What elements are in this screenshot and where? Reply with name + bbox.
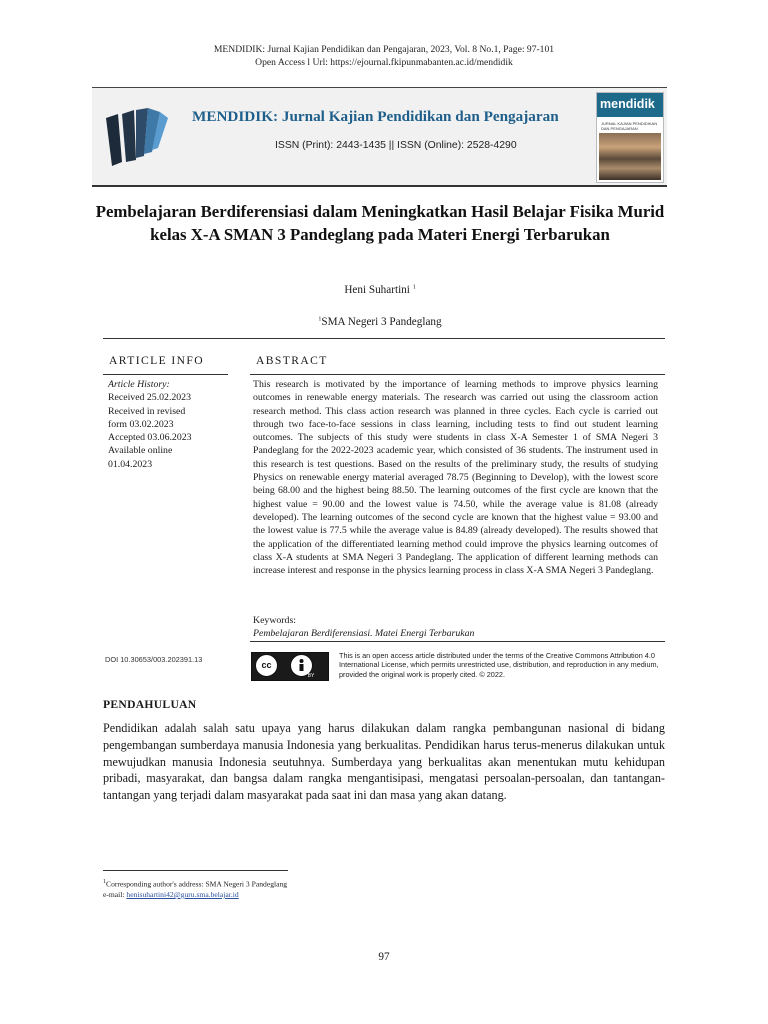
- paper-affiliation: [92, 316, 668, 328]
- footnote-email-link[interactable]: henisuhartini42@guru.sma.belajar.id: [126, 889, 239, 899]
- author-name: Heni Suhartini: [344, 284, 410, 296]
- by-label: BY: [307, 673, 315, 679]
- keywords-text: Pembelajaran Berdiferensiasi. Matei Energi Terbarukan: [253, 628, 475, 639]
- footnote-address: Corresponding author's address: SMA Negeri 3 Pandeglang: [106, 879, 288, 889]
- paper-title: Pembelajaran Berdiferensiasi dalam Meningkatkan Hasil Belajar Fisika Murid kelas X-A SMAN 3 Pandeglang pada Materi Energi Terbarukan: [95, 202, 665, 244]
- footnote-email-label: e-mail:: [103, 889, 125, 899]
- journal-banner: [92, 87, 667, 187]
- footnote-divider: [103, 870, 288, 871]
- abstract-heading: ABSTRACT: [256, 354, 328, 367]
- abstract-divider: [250, 374, 665, 375]
- cc-icon: cc: [255, 654, 278, 677]
- intro-paragraph: Pendidikan adalah salah satu upaya yang harus dilakukan dalam rangka pembangunan nasional di bidang pengembangan sumberdaya manusia Indonesia yang berkualitas. Pendidikan harus terus-menerus dilakukan untuk mewujudkan manusia Indonesia seutuhnya. Sumberdaya yang berkualitas akan menentukan mutu kehidupan pribadi, masyarakat, dan bangsa dalam rangka mengantisipasi, mengatasi persoalan-persoalan, dan tantangan-tantangan yang terjadi dalam masyarakat pada saat ini dan masa yang akan datang.: [103, 721, 665, 803]
- paper-author: [92, 284, 668, 296]
- info-divider: [103, 374, 228, 375]
- article-info-heading: ARTICLE INFO: [109, 354, 205, 367]
- history-revised-1: Received in revised: [108, 405, 186, 417]
- history-online-2: 01.04.2023: [108, 458, 153, 470]
- section-heading-intro: PENDAHULUAN: [103, 698, 197, 711]
- author-sup: 1: [412, 284, 416, 291]
- keywords-divider: [250, 641, 665, 642]
- page-number: 97: [378, 951, 390, 963]
- affiliation-sup: 1: [318, 316, 322, 323]
- article-history: [108, 378, 236, 471]
- cover-photo: [599, 133, 661, 180]
- keywords-label: Keywords:: [253, 615, 296, 626]
- header-citation: MENDIDIK: Jurnal Kajian Pendidikan dan Pengajaran, 2023, Vol. 8 No.1, Page: 97-101: [213, 44, 555, 55]
- top-divider: [103, 338, 665, 339]
- history-accepted: Accepted 03.06.2023: [108, 432, 192, 444]
- cc-by-license-icon: [251, 652, 329, 681]
- license-text: This is an open access article distributed under the terms of the Creative Commons Attribution 4.0 International License, which permits unrestricted use, distribution, and reproduction in any medium, provided the original work is properly cited. © 2022.: [339, 651, 659, 679]
- issn: ISSN (Print): 2443-1435 || ISSN (Online): 2528-4290: [275, 140, 517, 151]
- journal-logo-icon: [104, 104, 170, 170]
- abstract-text: This research is motivated by the importance of learning methods to improve physics learning outcomes in renewable energy materials. The research was carried out using the classroom action research method. This class action research was planned in three cycles. Each cycle is carried out through two face-to-face sessions in class learning, including tests to find out student learning outcomes. The subjects of this study were students in class X-A Semester 1 of SMA Negeri 3 Pandeglang for the 2022-2023 academic year, which consisted of 36 students. The instrument used in this research is test questions. Based on the results of the preliminary study, the results of studying Physics on renewable energy material averaged 78.75 (Beginning to Develop), with the lowest score being 68.00 and the highest being 88.50. The learning outcomes of the first cycle are known that the highest value = 90.00 and the lowest value is 74.50, while the average value is 81.08 (already developed). The learning outcomes of the second cycle are known that the highest value = 93.00 and the lowest value is 77.5 while the average value is 84.89 (already developed). The results showed that the application of the differentiated learning method could improve the physics learning outcomes of class X-A students at SMA Negeri 3 Pandeglang. The application of different learning methods can increase interest and response in the physics learning process in class X-A SMA Negeri 3 Pandeglang.: [253, 379, 658, 577]
- header-open-access: Open Access l Url: https://ejournal.fkipunmabanten.ac.id/mendidik: [255, 57, 513, 68]
- cover-subtitle: JURNAL KAJIAN PENDIDIKAN DAN PENGAJARAN: [601, 121, 658, 131]
- history-received: Received 25.02.2023: [108, 392, 191, 404]
- history-online-1: Available online: [108, 445, 173, 457]
- footnote: [103, 877, 287, 900]
- history-label: Article History:: [108, 379, 170, 390]
- history-revised-2: form 03.02.2023: [108, 418, 174, 430]
- journal-cover: [596, 92, 664, 183]
- footnote-sup: 1: [103, 879, 106, 885]
- doi: DOI 10.30653/003.202391.13: [105, 655, 203, 664]
- cover-title: mendidik: [600, 97, 655, 111]
- affiliation-name: SMA Negeri 3 Pandeglang: [321, 316, 442, 328]
- journal-name: MENDIDIK: Jurnal Kajian Pendidikan dan Pengajaran: [192, 108, 559, 125]
